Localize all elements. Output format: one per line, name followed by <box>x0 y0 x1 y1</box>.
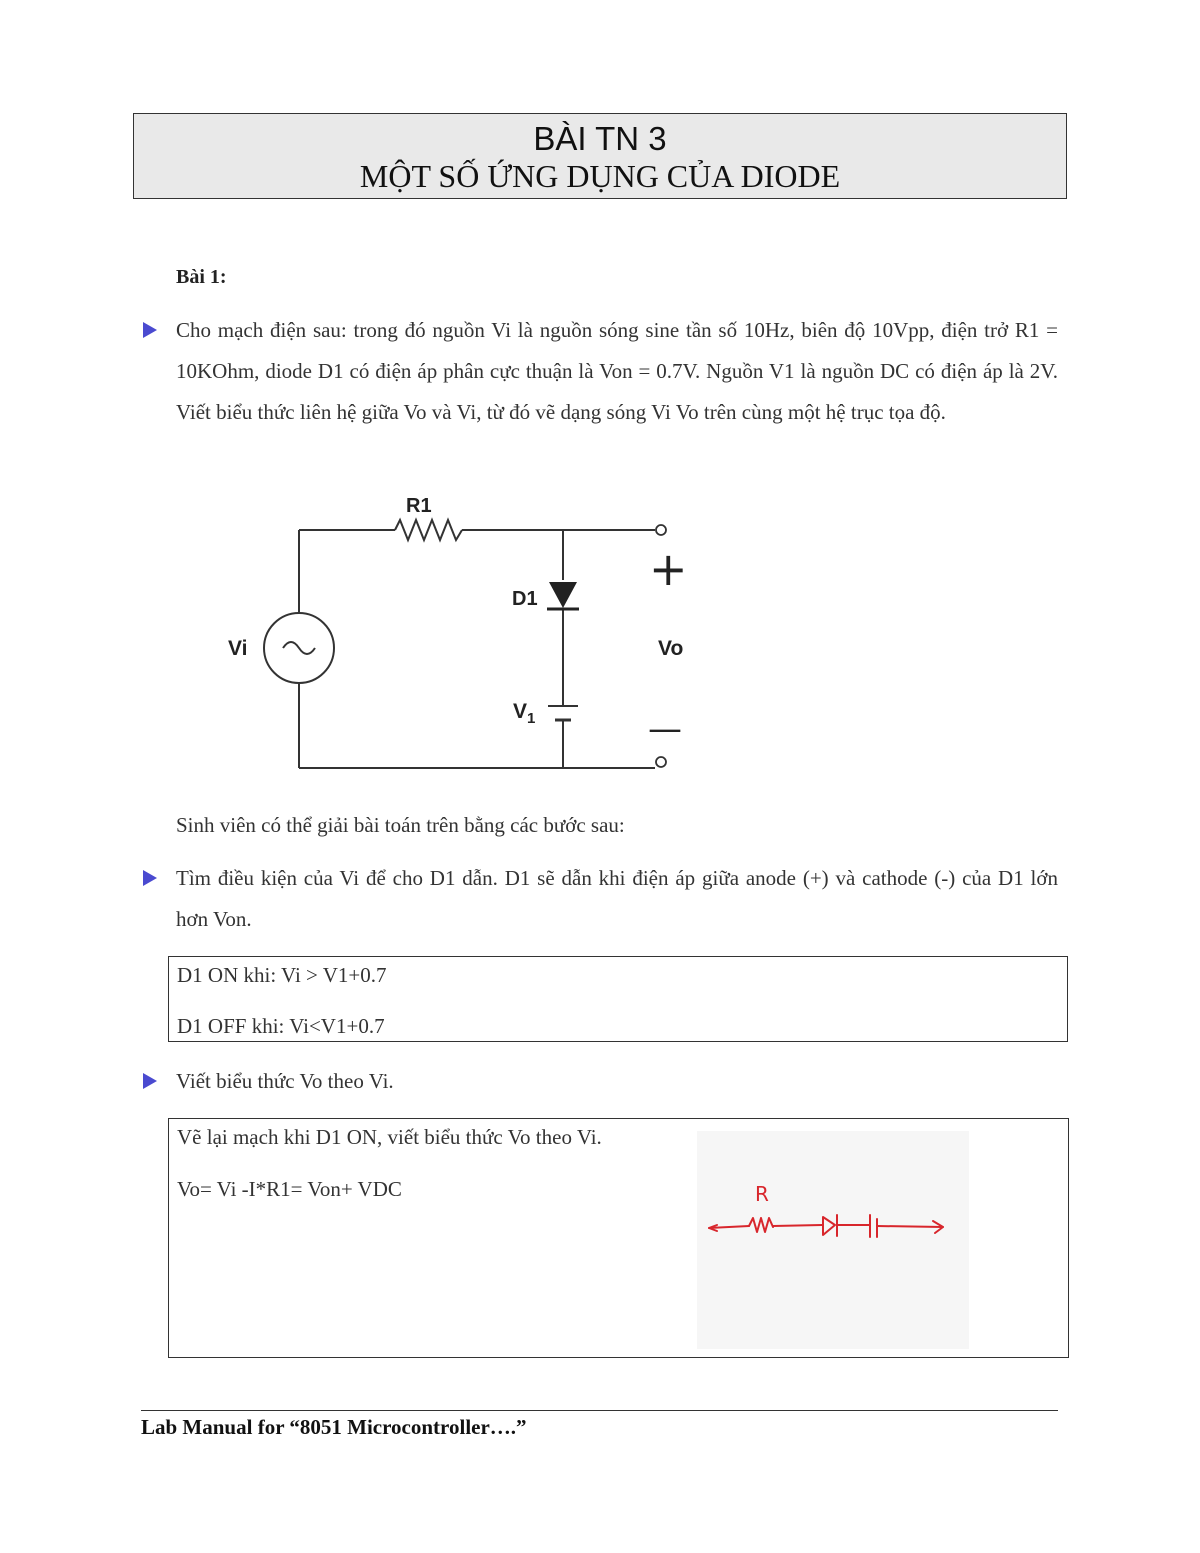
plus-sign: + <box>649 542 688 596</box>
section-title: Bài 1: <box>176 266 227 288</box>
step-1-text: Tìm điều kiện của Vi để cho D1 dẫn. D1 sẽ dẫn khi điện áp giữa anode (+) và cathode (-) của D1 lớn hơn Von. <box>176 866 1058 931</box>
sketch-diode-icon <box>823 1217 835 1235</box>
title-line-2: MỘT SỐ ỨNG DỤNG CỦA DIODE <box>359 158 841 194</box>
resistor-r1 <box>395 520 462 540</box>
output-terminal-bottom <box>656 757 666 767</box>
label-vi: Vi <box>228 637 248 660</box>
sketch-drawing <box>697 1131 969 1349</box>
steps-intro: Sinh viên có thể giải bài toán trên bằng các bước sau: <box>176 813 625 837</box>
intro-paragraph: Cho mạch điện sau: trong đó nguồn Vi là nguồn sóng sine tần số 10Hz, biên độ 10Vpp, điện trở R1 = 10KOhm, diode D1 có điện áp phân cực thuận là Von = 0.7V. Nguồn V1 là nguồn DC có điện áp là 2V. Viết biểu thức liên hệ giữa Vo và Vi, từ đó vẽ dạng sóng Vi Vo trên cùng một hệ trục tọa độ. <box>176 318 1058 424</box>
minus-sign: — <box>648 709 682 749</box>
sketch-resistor-icon <box>749 1218 773 1232</box>
answer-box-1 <box>168 956 1068 1042</box>
answer-redraw-instruction: Vẽ lại mạch khi D1 ON, viết biểu thức Vo theo Vi. <box>177 1125 602 1149</box>
bullet-icon <box>143 1073 157 1089</box>
output-terminal-top <box>656 525 666 535</box>
bullet-icon <box>143 870 157 886</box>
sketch-r-label: R <box>755 1182 769 1206</box>
label-r1: R1 <box>406 495 432 517</box>
answer-d1-off: D1 OFF khi: Vi<V1+0.7 <box>177 1014 385 1038</box>
label-v1: $V_1$ <box>513 700 536 727</box>
label-vo: Vo <box>658 637 684 660</box>
title-box <box>133 113 1067 199</box>
bullet-icon <box>143 322 157 338</box>
diode-d1-icon <box>549 582 577 608</box>
label-d1: D1 <box>512 588 538 610</box>
answer-vo-expression: Vo= Vi -I*R1= Von+ VDC <box>177 1177 402 1201</box>
step-2-text: Viết biểu thức Vo theo Vi. <box>176 1069 394 1093</box>
footer-divider <box>141 1410 1058 1411</box>
circuit-diagram <box>220 490 720 780</box>
title-line-1: BÀI TN 3 <box>533 120 667 157</box>
answer-d1-on: D1 ON khi: Vi > V1+0.7 <box>177 963 387 987</box>
handwritten-sketch <box>697 1131 969 1349</box>
footer-text: Lab Manual for “8051 Microcontroller….” <box>141 1415 527 1439</box>
